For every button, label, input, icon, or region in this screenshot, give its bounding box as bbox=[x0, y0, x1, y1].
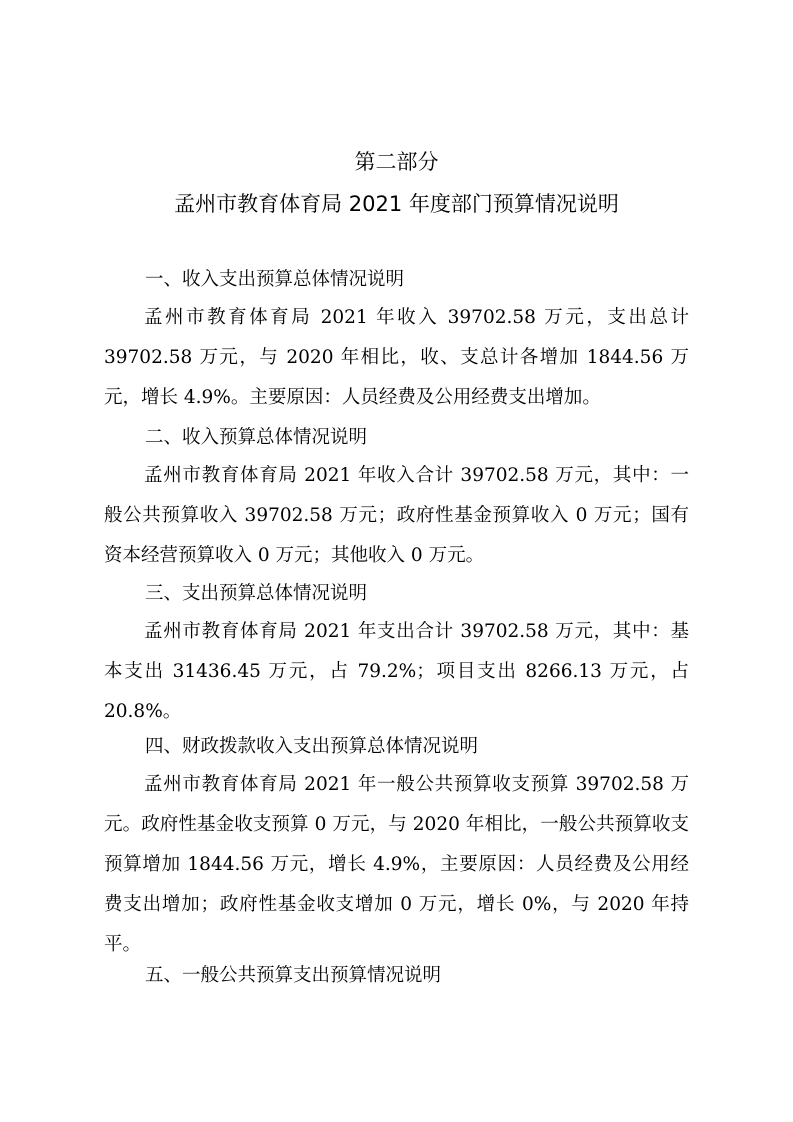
section-heading-1: 一、收入支出预算总体情况说明 bbox=[145, 269, 405, 290]
section-heading-3: 三、支出预算总体情况说明 bbox=[145, 583, 368, 604]
section-body-4: 孟州市教育体育局 2021 年一般公共预算收支预算 39702.58 万元。政府性基金收支预算 0 万元，与 2020 年相比，一般公共预算收支预算增加 1844.56 万元，增长 4.9%，主要原因：人员经费及公用经费支出增加；政府性基金收支增加 0 万元，增长 0%，与 2020 年持平。 bbox=[104, 774, 689, 955]
section-body-3: 孟州市教育体育局 2021 年支出合计 39702.58 万元，其中：基本支出 31436.45 万元，占 79.2%；项目支出 8266.13 万元，占 20.8%。 bbox=[104, 621, 689, 722]
section-heading-2: 二、收入预算总体情况说明 bbox=[145, 427, 368, 448]
section-heading-4: 四、财政拨款收入支出预算总体情况说明 bbox=[145, 736, 479, 757]
section-body-1: 孟州市教育体育局 2021 年收入 39702.58 万元，支出总计 39702.58 万元，与 2020 年相比，收、支总计各增加 1844.56 万元，增长 4.9%。主要原因：人员经费及公用经费支出增加。 bbox=[104, 307, 689, 408]
document-title: 孟州市教育体育局 2021 年度部门预算情况说明 bbox=[174, 192, 619, 216]
section-body-2: 孟州市教育体育局 2021 年收入合计 39702.58 万元，其中：一般公共预算收入 39702.58 万元；政府性基金预算收入 0 万元；国有资本经营预算收入 0 万元；其他收入 0 万元。 bbox=[104, 465, 689, 566]
section-heading-5: 五、一般公共预算支出预算情况说明 bbox=[145, 965, 442, 986]
part-title: 第二部分 bbox=[354, 150, 439, 174]
